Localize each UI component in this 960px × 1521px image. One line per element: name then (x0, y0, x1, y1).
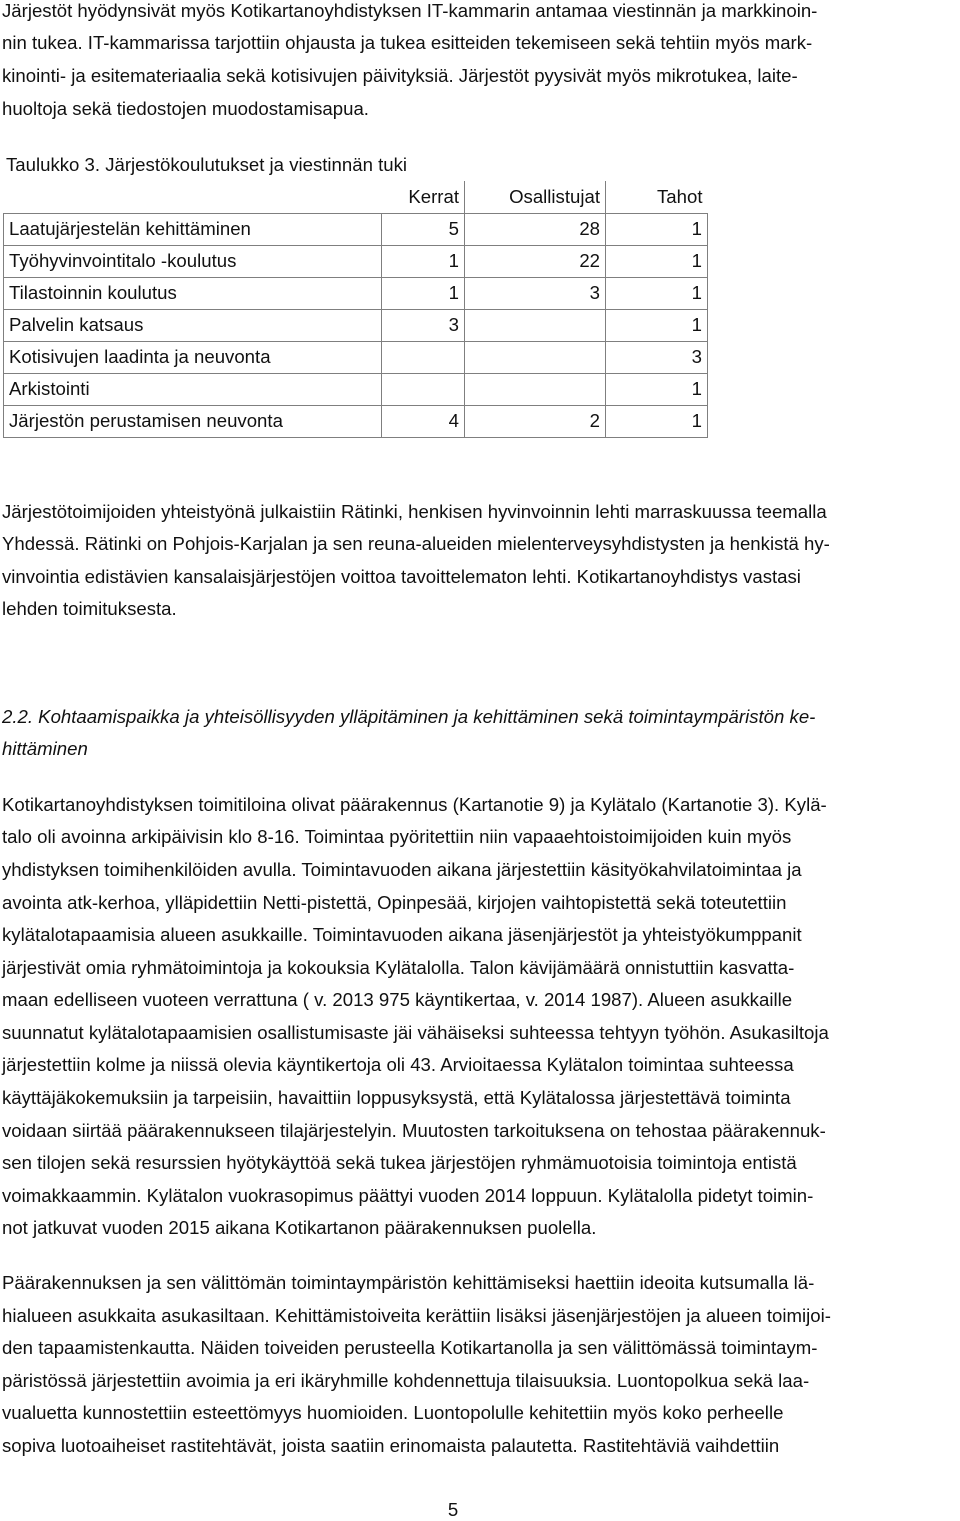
header-empty-cell (4, 181, 382, 213)
table-caption: Taulukko 3. Järjestökoulutukset ja viestinnän tuki (6, 154, 408, 175)
cell-osallistujat: 28 (465, 213, 606, 245)
cell-osallistujat: 3 (465, 277, 606, 309)
page-number: 5 (447, 1499, 459, 1520)
table-row (4, 245, 708, 277)
text-line: voimakkaammin. Kylätalon vuokrasopimus päättyi vuoden 2014 loppuun. Kylätalolla pidetyt toimin- (2, 1185, 814, 1206)
row-name: Järjestön perustamisen neuvonta (4, 405, 382, 437)
cell-tahot: 1 (606, 309, 708, 341)
cell-tahot: 1 (606, 405, 708, 437)
text-line: yhdistyksen toimihenkilöiden avulla. Toimintavuoden aikana järjestettiin käsityökahvilatoimintaa ja (2, 859, 802, 880)
cell-osallistujat (465, 341, 606, 373)
text-line: järjestettiin kolme ja niissä olevia käyntikertoja oli 43. Arvioitaessa Kylätalon toimintaa suhteessa (2, 1054, 794, 1075)
cell-kerrat: 1 (382, 277, 465, 309)
text-line: Yhdessä. Rätinki on Pohjois-Karjalan ja sen reuna-alueiden mielenterveysyhdistysten ja henkistä hy- (2, 533, 830, 554)
section-heading: 2.2. Kohtaamispaikka ja yhteisöllisyyden ylläpitäminen ja kehittäminen sekä toimintaympäristön ke- (2, 706, 816, 727)
text-line: kylätalotapaamisia alueen asukkaille. Toimintavuoden aikana jäsenjärjestöt ja yhteistyökumppanit (2, 924, 802, 945)
text-line: den tapaamistenkautta. Näiden toiveiden perusteella Kotikartanolla ja sen välittömässä toimintaym- (2, 1337, 818, 1358)
text-line: hialueen asukkaita asukasiltaan. Kehittämistoiveita kerättiin lisäksi jäsenjärjestöjen ja alueen toimijoi- (2, 1305, 831, 1326)
text-line: suunnatut kylätalotapaamisien osallistumisaste jäi vähäiseksi suhteessa tehtyyn työhön. Asukasiltoja (2, 1022, 829, 1043)
text-line: käyttäjäkokemuksiin ja tarpeisiin, havaittiin loppusyksystä, että Kylätalossa järjestettävä toiminta (2, 1087, 791, 1108)
cell-osallistujat (465, 309, 606, 341)
text-line: lehden toimituksesta. (2, 598, 177, 619)
text-line: kinointi- ja esitemateriaalia sekä kotisivujen päivityksiä. Järjestöt pyysivät myös mikrotukea, laite- (2, 65, 798, 86)
cell-tahot: 3 (606, 341, 708, 373)
column-header-osallistujat: Osallistujat (465, 181, 606, 213)
cell-kerrat: 4 (382, 405, 465, 437)
training-table (3, 181, 708, 438)
text-line: sopiva luotoaiheiset rastitehtävät, joista saatiin erinomaista palautetta. Rastitehtäviä vaihdettiin (2, 1435, 780, 1456)
row-name: Laatujärjestelän kehittäminen (4, 213, 382, 245)
text-line: Kotikartanoyhdistyksen toimitiloina olivat päärakennus (Kartanotie 9) ja Kylätalo (Kartanotie 3). Kylä- (2, 794, 827, 815)
text-line: avointa atk-kerhoa, ylläpidettiin Netti-pistettä, Opinpesää, kirjojen vaihtopistettä sekä toteutettiin (2, 892, 787, 913)
text-line: vinvointia edistävien kansalaisjärjestöjen voittoa tavoittelematon lehti. Kotikartanoyhdistys vastasi (2, 566, 801, 587)
text-line: not jatkuvat vuoden 2015 aikana Kotikartanon päärakennuksen puolella. (2, 1217, 597, 1238)
text-line: sen tilojen sekä resurssien hyötykäyttöä sekä tukea järjestöjen ryhmämuotoisia toimintoja entistä (2, 1152, 797, 1173)
cell-kerrat (382, 373, 465, 405)
cell-tahot: 1 (606, 245, 708, 277)
row-name: Arkistointi (4, 373, 382, 405)
column-header-tahot: Tahot (657, 185, 703, 207)
row-name: Työhyvinvointitalo -koulutus (4, 245, 382, 277)
row-name: Kotisivujen laadinta ja neuvonta (4, 341, 382, 373)
table-header-row (4, 181, 708, 213)
cell-kerrat: 5 (382, 213, 465, 245)
cell-kerrat (382, 341, 465, 373)
cell-kerrat: 3 (382, 309, 465, 341)
text-line: maan edelliseen vuoteen verrattuna ( v. 2013 975 käyntikertaa, v. 2014 1987). Alueen asukkaille (2, 989, 793, 1010)
cell-osallistujat: 2 (465, 405, 606, 437)
table-row (4, 405, 708, 437)
cell-tahot: 1 (606, 277, 708, 309)
table-row (4, 309, 708, 341)
text-line: järjestivät omia ryhmätoimintoja ja kokouksia Kylätalolla. Talon kävijämäärä onnistuttiin kasvatta- (2, 957, 795, 978)
section-heading: hittäminen (2, 738, 88, 759)
table-row (4, 277, 708, 309)
text-line: huoltoja sekä tiedostojen muodostamisapua. (2, 98, 369, 119)
row-name: Palvelin katsaus (4, 309, 382, 341)
cell-tahot: 1 (606, 373, 708, 405)
text-line: vualuetta kunnostettiin esteettömyys huomioiden. Luontopolulle kehitettiin myös koko perheelle (2, 1402, 784, 1423)
cell-kerrat: 1 (382, 245, 465, 277)
text-line: Päärakennuksen ja sen välittömän toimintaympäristön kehittämiseksi haettiin ideoita kutsumalla lä- (2, 1272, 815, 1293)
cell-tahot: 1 (606, 213, 708, 245)
text-line: nin tukea. IT-kammarissa tarjottiin ohjausta ja tukea esitteiden tekemiseen sekä tehtiin myös mark- (2, 32, 813, 53)
row-name: Tilastoinnin koulutus (4, 277, 382, 309)
table-row (4, 341, 708, 373)
text-line: talo oli avoinna arkipäivisin klo 8-16. Toimintaa pyöritettiin niin vapaaehtoistoimijoiden kuin myös (2, 826, 792, 847)
cell-osallistujat: 22 (465, 245, 606, 277)
table-row (4, 213, 708, 245)
table-row (4, 373, 708, 405)
text-line: päristössä järjestettiin avoimia ja eri ikäryhmille kohdennettuja tilaisuuksia. Luontopolkua sekä laa- (2, 1370, 810, 1391)
text-line: Järjestötoimijoiden yhteistyönä julkaistiin Rätinki, henkisen hyvinvoinnin lehti marraskuussa teemalla (2, 501, 827, 522)
text-line: voidaan siirtää päärakennukseen tilajärjestelyin. Muutosten tarkoituksena on tehostaa päärakennuk- (2, 1120, 826, 1141)
cell-osallistujat (465, 373, 606, 405)
column-header-kerrat: Kerrat (382, 181, 465, 213)
text-line: Järjestöt hyödynsivät myös Kotikartanoyhdistyksen IT-kammarin antamaa viestinnän ja markkinoin- (2, 0, 818, 21)
